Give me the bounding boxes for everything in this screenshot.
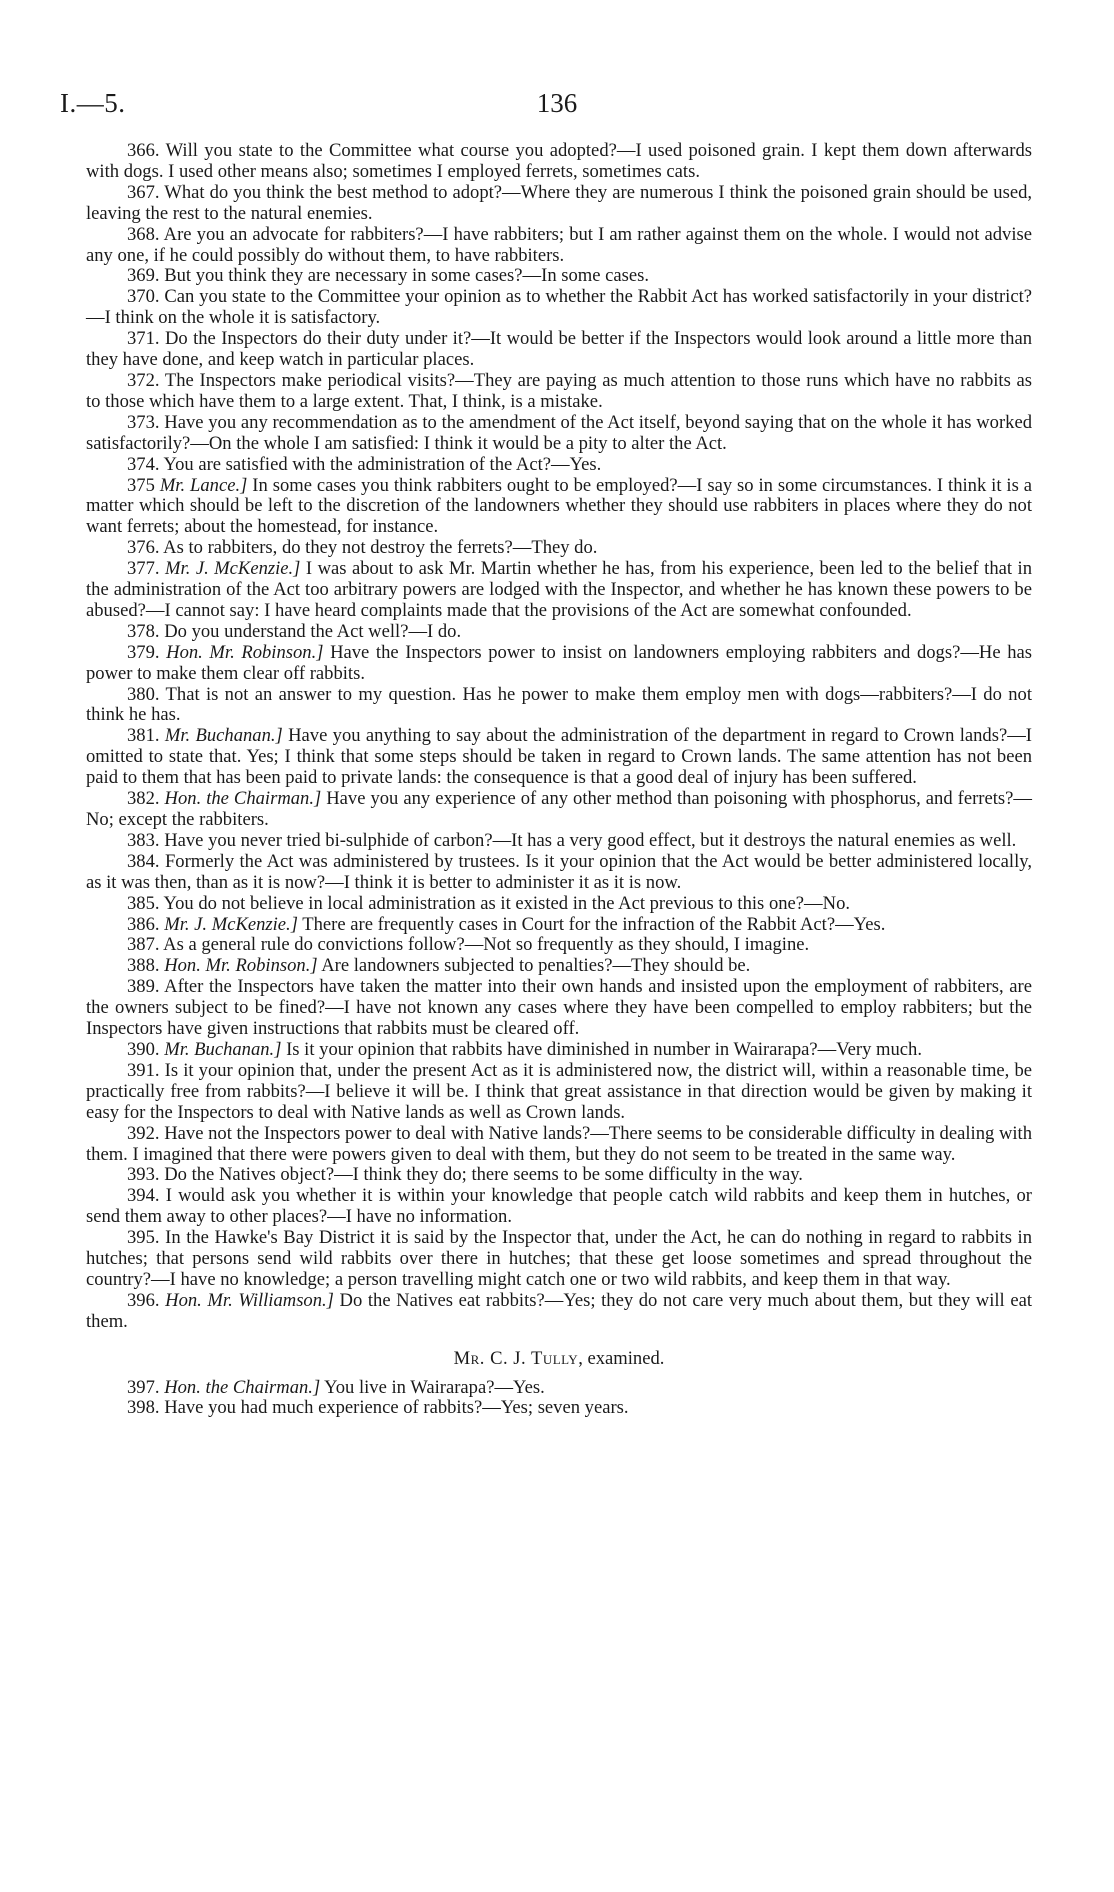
question-text: Have not the Inspectors power to deal with Native lands?—There seems to be considerable difficulty in dealing with them. I imagined that there were powers given to deal with them, but they do not seem to be treated in the same way. xyxy=(86,1122,1033,1165)
question-text: The Inspectors make periodical visits?—They are paying as much attention to those runs which have no rabbits as to those which have them to a large extent. That, I think, is a mistake. xyxy=(86,369,1032,412)
question-number: 370. xyxy=(127,286,160,308)
question-text: I would ask you whether it is within your knowledge that people catch wild rabbits and keep them in hutches, or send them away to other places?—I have no information. xyxy=(86,1185,1032,1228)
question-paragraph xyxy=(86,643,1032,685)
question-paragraph xyxy=(86,141,1032,183)
question-number: 393. xyxy=(127,1164,160,1186)
question-number: 372. xyxy=(127,369,160,391)
question-text: After the Inspectors have taken the matter into their own hands and insisted upon the employment of rabbiters, are the owners subject to be fined?—I have not known any cases where they have been compelled to employ rabbiters; but the Inspectors have given instructions that rabbits must be cleared off. xyxy=(86,976,1032,1040)
document-reference: I.—5. xyxy=(60,88,126,118)
speaker-name: Mr. Buchanan.] xyxy=(164,725,283,747)
question-paragraph xyxy=(86,413,1032,455)
question-text: Is it your opinion that rabbits have diminished in number in Wairarapa?—Very much. xyxy=(286,1038,922,1060)
question-text: Will you state to the Committee what course you adopted?—I used poisoned grain. I kept them down afterwards with dogs. I used other means also; sometimes I employed ferrets, sometimes cats. xyxy=(86,140,1033,182)
question-paragraph xyxy=(86,831,1032,852)
question-paragraph xyxy=(86,726,1032,789)
question-text: There are frequently cases in Court for the infraction of the Rabbit Act?—Yes. xyxy=(302,913,886,935)
question-paragraph xyxy=(86,538,1032,559)
speaker-name: Hon. the Chairman.] xyxy=(164,788,322,810)
question-number: 381. xyxy=(127,725,160,747)
question-number: 392. xyxy=(127,1122,160,1144)
question-text: Can you state to the Committee your opinion as to whether the Rabbit Act has worked satisfactorily in your district?—I think on the whole it is satisfactory. xyxy=(86,286,1032,329)
question-text: Do the Inspectors do their duty under it?—It would be better if the Inspectors would look around a little more than they have done, and keep watch in particular places. xyxy=(86,328,1032,371)
question-paragraph xyxy=(86,956,1032,977)
question-number: 374. xyxy=(127,453,160,475)
question-text: But you think they are necessary in some cases?—In some cases. xyxy=(164,265,650,287)
evidence-block-1 xyxy=(86,141,1032,1333)
question-number: 390. xyxy=(127,1038,160,1060)
question-text: You are satisfied with the administration of the Act?—Yes. xyxy=(163,453,602,475)
question-text: Do you understand the Act well?—I do. xyxy=(164,620,462,642)
question-number: 369. xyxy=(127,265,160,287)
question-number: 373. xyxy=(127,411,160,433)
document-body xyxy=(86,141,1032,1419)
question-paragraph xyxy=(86,622,1032,643)
question-number: 378. xyxy=(127,620,160,642)
speaker-name: Mr. Buchanan.] xyxy=(164,1038,282,1060)
question-paragraph xyxy=(86,476,1032,539)
question-text: Have you had much experience of rabbits?—Yes; seven years. xyxy=(164,1397,629,1419)
question-number: 375 xyxy=(127,474,155,496)
question-number: 368. xyxy=(127,223,160,245)
question-paragraph xyxy=(86,1228,1032,1291)
question-number: 385. xyxy=(127,892,160,914)
speaker-name: Hon. the Chairman.] xyxy=(164,1376,321,1398)
question-number: 395. xyxy=(127,1227,160,1249)
question-text: That is not an answer to my question. Has he power to make them employ men with dogs—rabbiters?—I do not think he has. xyxy=(86,683,1032,726)
witness-heading xyxy=(86,1349,1032,1370)
question-number: 384. xyxy=(127,850,160,872)
question-paragraph xyxy=(86,1061,1032,1124)
question-number: 380. xyxy=(127,683,160,705)
question-paragraph xyxy=(86,1378,1032,1399)
question-number: 371. xyxy=(127,328,160,350)
page-number: 136 xyxy=(536,88,578,118)
question-number: 376. xyxy=(127,537,160,559)
page-header xyxy=(60,88,1054,128)
question-text: As a general rule do convictions follow?—Not so frequently as they should, I imagine. xyxy=(163,934,810,956)
speaker-name: Mr. J. McKenzie.] xyxy=(164,913,298,935)
question-number: 391. xyxy=(127,1059,160,1081)
question-text: Is it your opinion that, under the present Act as it is administered now, the district will, within a reasonable time, be practically free from rabbits?—I believe it will be. I think that great assistance in that direction would be given by making it easy for the Inspectors to deal with Native lands as well as Crown lands. xyxy=(86,1059,1032,1123)
question-number: 386. xyxy=(127,913,160,935)
question-paragraph xyxy=(86,287,1032,329)
question-text: Are you an advocate for rabbiters?—I have rabbiters; but I am rather against them on the whole. I would not advise any one, if he could possibly do without them, to have rabbiters. xyxy=(86,223,1032,266)
question-paragraph xyxy=(86,455,1032,476)
speaker-name: Mr. Lance.] xyxy=(159,474,248,496)
question-text: You do not believe in local administration as it existed in the Act previous to this one?—No. xyxy=(163,892,851,914)
question-paragraph xyxy=(86,1398,1032,1419)
question-number: 377. xyxy=(127,558,160,580)
question-number: 366. xyxy=(127,140,160,161)
question-paragraph xyxy=(86,559,1032,622)
question-text: Have you never tried bi-sulphide of carbon?—It has a very good effect, but it destroys the natural enemies as well. xyxy=(164,829,1017,851)
question-number: 397. xyxy=(127,1376,160,1398)
question-paragraph xyxy=(86,935,1032,956)
question-text: Formerly the Act was administered by trustees. Is it your opinion that the Act would be better administered locally, as it was then, than as it is now?—I think it is better to administer it as it is now. xyxy=(86,850,1032,893)
speaker-name: Mr. J. McKenzie.] xyxy=(165,558,301,580)
question-number: 387. xyxy=(127,934,160,956)
question-paragraph xyxy=(86,915,1032,936)
question-paragraph xyxy=(86,225,1032,267)
question-paragraph xyxy=(86,329,1032,371)
question-number: 389. xyxy=(127,976,160,998)
question-text: Have you any experience of any other method than poisoning with phosphorus, and ferrets?—No; except the rabbiters. xyxy=(86,788,1032,830)
question-text: Do the Natives eat rabbits?—Yes; they do not care very much about them, but they will eat them. xyxy=(86,1289,1032,1332)
question-text: Have you anything to say about the administration of the department in regard to Crown lands?—I omitted to state that. Yes; I think that some steps should be taken in regard to Crown lands. The same attention has not been paid to them that has been paid to private lands: the consequence is that a good deal of injury has been suffered. xyxy=(86,725,1032,789)
question-paragraph xyxy=(86,1291,1032,1333)
question-paragraph xyxy=(86,1040,1032,1061)
speaker-name: Hon. Mr. Robinson.] xyxy=(164,955,318,977)
question-paragraph xyxy=(86,1186,1032,1228)
question-paragraph xyxy=(86,183,1032,225)
question-paragraph xyxy=(86,977,1032,1040)
witness-suffix: , examined. xyxy=(578,1347,665,1369)
question-paragraph xyxy=(86,1124,1032,1166)
speaker-name: Hon. Mr. Robinson.] xyxy=(166,641,324,663)
question-text: I was about to ask Mr. Martin whether he has, from his experience, been led to the belief that in the administration of the Act too arbitrary powers are lodged with the Inspector, and whether he has known these powers to be abused?—I cannot say: I have heard complaints made that the provisions of the Act are somewhat confounded. xyxy=(86,558,1032,621)
question-number: 398. xyxy=(127,1397,160,1419)
question-number: 367. xyxy=(127,181,160,203)
witness-name: Mr. C. J. Tully xyxy=(453,1347,579,1369)
evidence-block-2 xyxy=(86,1378,1032,1420)
question-text: As to rabbiters, do they not destroy the ferrets?—They do. xyxy=(163,537,598,559)
question-number: 379. xyxy=(127,641,160,663)
speaker-name: Hon. Mr. Williamson.] xyxy=(165,1289,334,1311)
question-text: Are landowners subjected to penalties?—They should be. xyxy=(321,955,751,977)
question-text: You live in Wairarapa?—Yes. xyxy=(324,1376,545,1398)
question-number: 383. xyxy=(127,829,160,851)
question-paragraph xyxy=(86,1165,1032,1186)
question-text: What do you think the best method to adopt?—Where they are numerous I think the poisoned grain should be used, leaving the rest to the natural enemies. xyxy=(86,181,1033,224)
question-text: In the Hawke's Bay District it is said by the Inspector that, under the Act, he can do nothing in regard to rabbits in hutches; that persons send wild rabbits over there in hutches; that these get loose sometimes and spread throughout the country?—I have no knowledge; a person travelling might catch one or two wild rabbits, and keep them in that way. xyxy=(86,1227,1032,1290)
question-number: 382. xyxy=(127,788,160,810)
question-number: 388. xyxy=(127,955,160,977)
question-text: In some cases you think rabbiters ought to be employed?—I say so in some circumstances. I think it is a matter which should be left to the discretion of the landowners whether they should use rabbiters in places where they do not want ferrets; about the homestead, for instance. xyxy=(86,474,1032,538)
question-text: Have the Inspectors power to insist on landowners employing rabbiters and dogs?—He has power to make them clear off rabbits. xyxy=(86,641,1032,684)
question-paragraph xyxy=(86,371,1032,413)
question-paragraph xyxy=(86,789,1032,831)
question-paragraph xyxy=(86,685,1032,727)
question-number: 394. xyxy=(127,1185,160,1207)
question-text: Do the Natives object?—I think they do; there seems to be some difficulty in the way. xyxy=(164,1164,803,1186)
question-paragraph xyxy=(86,852,1032,894)
question-paragraph xyxy=(86,894,1032,915)
question-number: 396. xyxy=(127,1289,160,1311)
question-paragraph xyxy=(86,266,1032,287)
question-text: Have you any recommendation as to the amendment of the Act itself, beyond saying that on the whole it has worked satisfactorily?—On the whole I am satisfied: I think it would be a pity to alter the Act. xyxy=(86,411,1033,454)
